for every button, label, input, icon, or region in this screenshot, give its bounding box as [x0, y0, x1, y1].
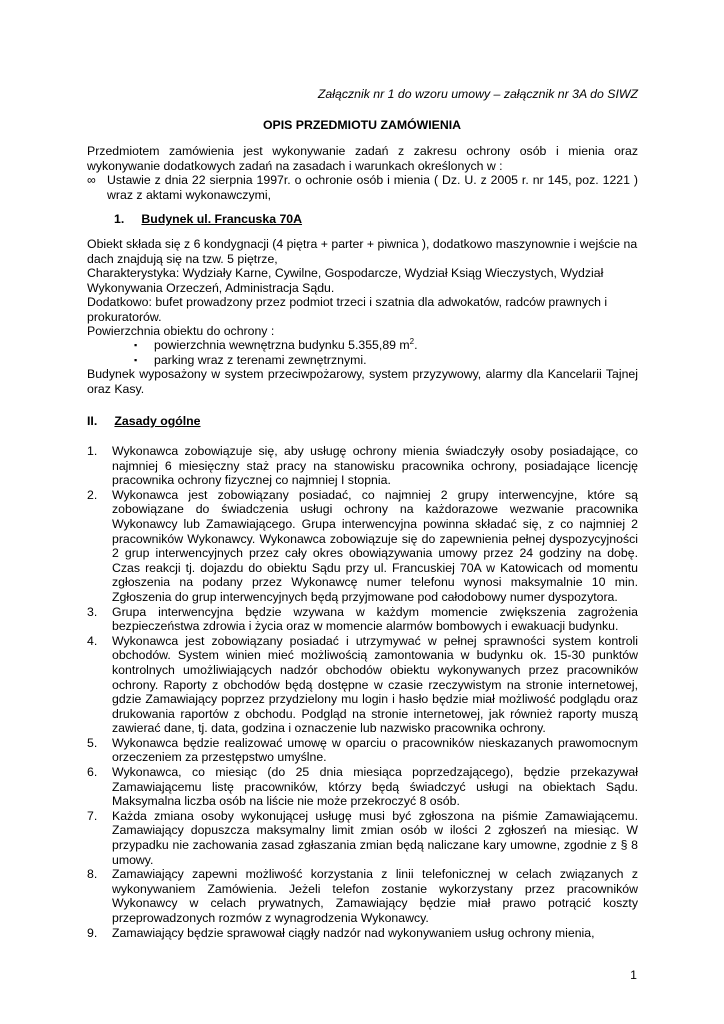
list-item	[87, 867, 638, 925]
area-item-text: parking wraz z terenami zewnętrznymi.	[154, 353, 367, 367]
intro-paragraph: Przedmiotem zamówienia jest wykonywanie zadań z zakresu ochrony osób i mienia oraz wykonywanie dodatkowych zadań na zasadach i warunkach określonych w :	[87, 144, 638, 173]
page-number: 1	[630, 968, 637, 982]
item-number: 1.	[87, 444, 98, 458]
list-item	[87, 736, 638, 765]
section-2-heading	[87, 414, 201, 429]
square-bullet-icon: ▪	[134, 355, 138, 365]
section-number: II.	[87, 414, 98, 428]
item-text: Wykonawca zobowiązuje się, aby usługę ochrony mienia świadczyły osoby posiadające, co najmniej 6 miesięczny staż pracy na stanowisku pracownika ochrony, posiadające licencję pracownika ochrony fizycznej co najmniej I stopnia.	[112, 444, 638, 488]
item-number: 4.	[87, 633, 98, 648]
list-item	[87, 765, 638, 809]
item-number: 7.	[87, 808, 98, 823]
attachment-note: Załącznik nr 1 do wzoru umowy – załącznik nr 3A do SIWZ	[317, 87, 638, 101]
list-item	[87, 809, 638, 867]
section-number: 1.	[114, 212, 125, 226]
area-item	[134, 353, 634, 368]
item-text: Każda zmiana osoby wykonującej usługę musi być zgłoszona na piśmie Zamawiającemu. Zamawiający dopuszcza maksymalny limit zmian osób w ilości 2 zgłoszeń na miesiąc. W przypadku nie zachowania zasad zgłaszania zmian będą naliczane kary umowne, zgodnie z § 8 umowy.	[112, 808, 638, 867]
section-1-heading	[114, 212, 302, 227]
building-equipment: Budynek wyposażony w system przeciwpożarowy, system przyzywowy, alarmy dla Kancelarii Tajnej oraz Kasy.	[87, 367, 638, 396]
item-number: 5.	[87, 735, 98, 750]
list-item	[87, 634, 638, 736]
section-title: Budynek ul. Francuska 70A	[141, 212, 303, 226]
item-text: Zamawiający będzie sprawował ciągły nadzór nad wykonywaniem usług ochrony mienia,	[112, 925, 595, 940]
section-title: Zasady ogólne	[114, 414, 201, 428]
building-characteristics: Charakterystyka: Wydziały Karne, Cywilne, Gospodarcze, Wydział Ksiąg Wieczystych, Wydział Wykonywania Orzeczeń, Administracja Sądu.	[87, 266, 604, 295]
item-text: Wykonawca, co miesiąc (do 25 dnia miesiąca poprzedzającego), będzie przekazywał Zamawiającemu listę pracowników, którzy będą świadczyć usługi na obiektach Sądu. Maksymalna liczba osób na liście nie może przekroczyć 8 osób.	[112, 765, 638, 809]
infinity-bullet-icon: ∞	[87, 173, 96, 187]
square-bullet-icon: ▪	[134, 340, 138, 350]
item-number: 8.	[87, 867, 98, 882]
item-text: Wykonawca jest zobowiązany posiadać i utrzymywać w pełnej sprawności system kontroli obchodów. System winien mieć możliwością zamontowania w budynku ok. 15-30 punktów kontrolnych umożliwiających nadzór obchodów obiektu wykonywanych przez pracowników ochrony. Raporty z obchodów będą dostępne w czasie rzeczywistym na stronie internetowej, gdzie Zamawiający poprzez przydzielony mu login i hasło będzie miał możliwość podglądu oraz drukowania raportów z obchodu. Podgląd na stronie internetowej, jak również raporty muszą zawierać dane, tj. data, godzina i oznaczenie lub nazwisko pracownika ochrony.	[112, 633, 638, 736]
bullet-text: Ustawie z dnia 22 sierpnia 1997r. o ochronie osób i mienia ( Dz. U. z 2005 r. nr 145, poz. 1221 ) wraz z aktami wykonawczymi,	[107, 173, 638, 202]
list-item	[87, 605, 638, 634]
document-title: OPIS PRZEDMIOTU ZAMÓWIENIA	[262, 118, 462, 132]
item-number: 9.	[87, 925, 98, 940]
item-text: Grupa interwencyjna będzie wzywana w każdym momencie zwiększenia zagrożenia bezpieczeństwa zdrowia i życia oraz w momencie alarmów bombowych i ewakuacji budynku.	[112, 604, 638, 634]
item-number: 6.	[87, 765, 98, 780]
list-item	[87, 444, 638, 488]
item-number: 2.	[87, 487, 98, 502]
item-text: Zamawiający zapewni możliwość korzystania z linii telefonicznej w celach związanych z wykonywaniem Zamówienia. Jeżeli telefon zostanie wykorzystany przez pracowników Wykonawcy w celach prywatnych, Zamawiający będzie miał prawo potrącić koszty przeprowadzonych rozmów z wynagrodzenia Wykonawcy.	[112, 867, 638, 925]
item-number: 3.	[87, 604, 98, 619]
item-text: Wykonawca jest zobowiązany posiadać, co najmniej 2 grupy interwencyjne, które są zobowiązane do świadczenia usługi ochrony na każdorazowe wezwanie pracownika Wykonawcy lub Zamawiającego. Grupa interwencyjna powinna składać się, z co najmniej 2 pracowników Wykonawcy. Wykonawca zobowiązuje się do zapewnienia pełnej dyspozycyjności 2 grup interwencyjnych przez cały okres obowiązywania umowy przez 24 godziny na dobę. Czas reakcji tj. dojazdu do obiektu Sądu przy ul. Francuskiej 70A w Katowicach od momentu zgłoszenia na podany przez Wykonawcę numer telefonu wynosi maksymalnie 10 min. Zgłoszenia do grup interwencyjnych będą przyjmowane pod całodobowy numer dyspozytora.	[112, 487, 638, 604]
area-item-text: powierzchnia wewnętrzna budynku 5.355,89 $m^2$.	[154, 336, 418, 352]
item-text: Wykonawca będzie realizować umowę w oparciu o pracowników nieskazanych prawomocnym orzeczeniem za przestępstwo umyślne.	[112, 735, 638, 765]
rules-list	[87, 444, 638, 940]
list-item	[87, 488, 638, 605]
building-additional: Dodatkowo: bufet prowadzony przez podmiot trzeci i szatnia dla adwokatów, radców prawnych i prokuratorów.	[87, 295, 608, 324]
intro-bullet	[87, 173, 638, 203]
area-label: Powierzchnia obiektu do ochrony :	[87, 324, 275, 338]
area-item	[134, 338, 634, 353]
list-item	[87, 926, 638, 941]
building-description: Obiekt składa się z 6 kondygnacji (4 piętra + parter + piwnica ), dodatkowo maszynownie i wejście na dach znajdują się na tzw. 5 piętrze,	[87, 237, 638, 266]
